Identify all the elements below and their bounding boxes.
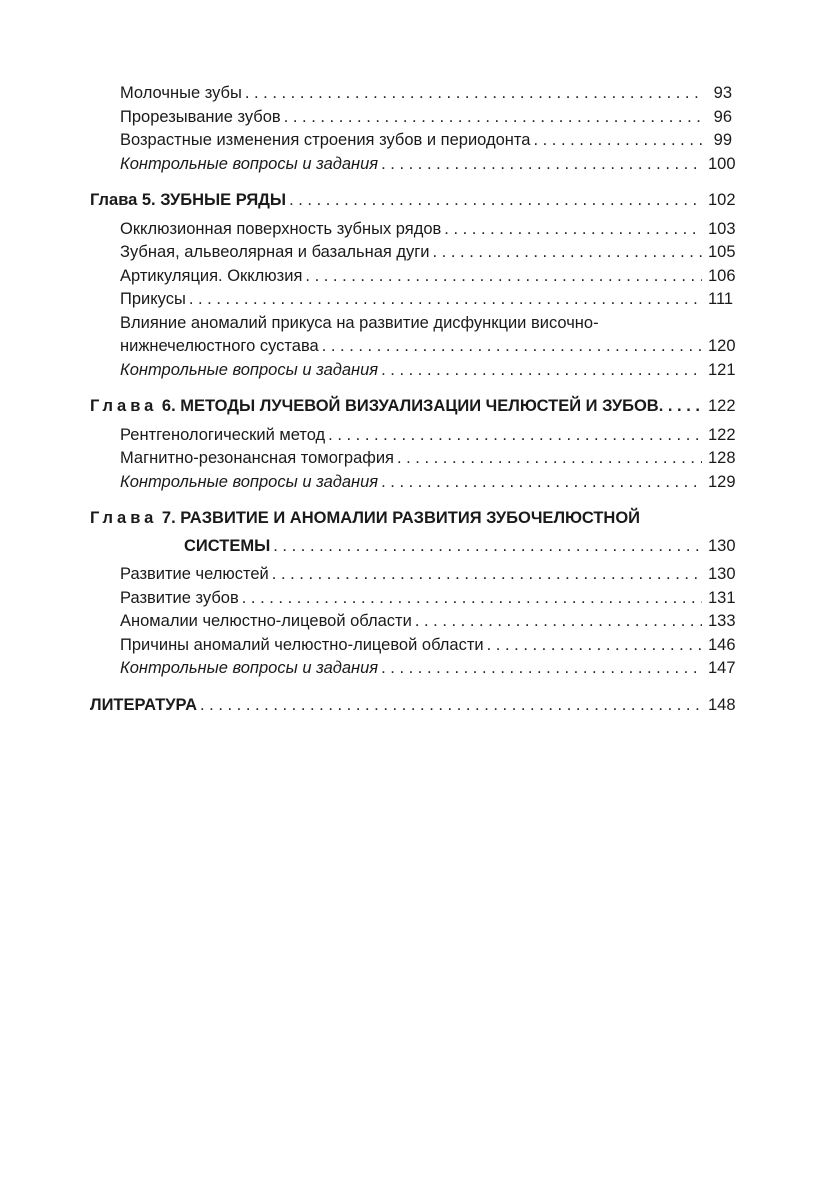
dot-leader <box>533 129 702 153</box>
toc-chapter-6[interactable] <box>90 395 736 419</box>
chapter-prefix: Глава <box>90 397 158 415</box>
toc-entry-page: 106 <box>708 266 736 285</box>
toc-entry-title: Развитие челюстей <box>120 565 269 583</box>
dot-leader <box>397 447 702 471</box>
toc-entry-page: 99 <box>713 131 732 149</box>
dot-leader <box>381 471 702 495</box>
dot-leader <box>289 189 702 213</box>
toc-entry[interactable] <box>90 563 736 587</box>
chapter-title: ЛИТЕРАТУРА <box>90 695 197 714</box>
toc-entry-page: 105 <box>708 243 736 261</box>
dot-leader <box>381 153 702 177</box>
toc-entry-title: Магнитно-резонансная томография <box>120 449 394 467</box>
toc-entry[interactable] <box>90 587 736 611</box>
toc-entry-control-questions[interactable] <box>90 657 736 681</box>
table-of-contents <box>90 82 736 717</box>
dot-leader <box>381 657 702 681</box>
toc-entry-title-line1[interactable]: Влияние аномалий прикуса на развитие дисфункции височно- <box>120 313 599 332</box>
dot-leader <box>328 424 702 448</box>
toc-entry[interactable] <box>90 634 736 658</box>
toc-entry-page: 129 <box>708 472 736 491</box>
toc-entry-title: Прикусы <box>120 290 186 308</box>
toc-entry-page: 122 <box>708 397 736 415</box>
toc-entry-control-questions[interactable] <box>90 471 736 495</box>
chapter-prefix: Глава 5. <box>90 191 156 209</box>
toc-entry-page: 103 <box>708 219 736 238</box>
dot-leader <box>272 563 702 587</box>
toc-entry-control-questions[interactable] <box>90 359 736 383</box>
toc-entry[interactable] <box>90 241 736 265</box>
chapter-number: 7. <box>161 509 176 527</box>
dot-leader <box>444 218 702 242</box>
chapter-prefix: Глава <box>90 509 158 527</box>
dot-leader <box>242 587 702 611</box>
toc-entry-page: 122 <box>708 425 736 444</box>
dot-leader <box>487 634 702 658</box>
toc-entry-title: Контрольные вопросы и задания <box>120 360 379 379</box>
toc-entry[interactable] <box>90 288 732 312</box>
toc-entry-title: Рентгенологический метод <box>120 425 326 444</box>
dot-leader <box>189 288 702 312</box>
toc-entry-title: Артикуляция. Окклюзия <box>120 266 303 285</box>
toc-entry-title: Возрастные изменения строения зубов и периодонта <box>120 131 531 149</box>
toc-entry[interactable] <box>90 447 736 471</box>
dot-leader <box>415 610 702 634</box>
toc-entry-page: 131 <box>708 588 736 607</box>
toc-entry-page: 133 <box>708 612 736 630</box>
dot-leader <box>284 106 702 130</box>
toc-entry-title: Контрольные вопросы и задания <box>120 154 379 173</box>
toc-entry-page: 100 <box>708 154 736 173</box>
toc-literature[interactable] <box>90 694 736 718</box>
chapter-title: МЕТОДЫ ЛУЧЕВОЙ ВИЗУАЛИЗАЦИИ ЧЕЛЮСТЕЙ И ЗУБОВ <box>180 397 659 415</box>
toc-entry-title: Развитие зубов <box>120 588 239 607</box>
chapter-heading <box>90 395 659 419</box>
toc-entry-page: 130 <box>708 565 736 583</box>
toc-chapter-7[interactable] <box>90 535 736 559</box>
toc-entry[interactable] <box>90 424 736 448</box>
chapter-heading <box>90 189 286 213</box>
dot-leader <box>322 335 702 359</box>
toc-entry-title: Контрольные вопросы и задания <box>120 472 379 491</box>
toc-entry-page: 93 <box>713 84 732 102</box>
toc-entry[interactable] <box>90 218 736 242</box>
dot-leader <box>659 395 705 419</box>
toc-entry-page: 96 <box>713 107 732 126</box>
toc-entry-page: 121 <box>708 360 736 379</box>
toc-entry-page: 146 <box>708 635 736 654</box>
dot-leader <box>305 265 702 289</box>
toc-entry-title: Контрольные вопросы и задания <box>120 659 379 677</box>
dot-leader <box>433 241 702 265</box>
toc-entry-page: 102 <box>708 191 736 209</box>
toc-entry[interactable] <box>90 610 736 634</box>
dot-leader <box>381 359 702 383</box>
toc-entry-page: 128 <box>708 449 736 467</box>
toc-entry-title: Прорезывание зубов <box>120 107 281 126</box>
toc-entry-page: 111 <box>708 290 734 308</box>
dot-leader <box>245 82 702 106</box>
toc-entry-title: Аномалии челюстно-лицевой области <box>120 612 412 630</box>
toc-entry[interactable] <box>90 129 732 153</box>
chapter-title-line2: СИСТЕМЫ <box>184 536 271 555</box>
toc-entry-title-line2: нижнечелюстного сустава <box>120 337 319 355</box>
toc-entry-page: 147 <box>708 659 736 677</box>
toc-entry[interactable] <box>90 335 736 359</box>
toc-entry-title: Причины аномалий челюстно-лицевой области <box>120 635 484 654</box>
toc-chapter-5[interactable] <box>90 189 736 213</box>
toc-entry-title: Молочные зубы <box>120 84 242 102</box>
chapter-title: РАЗВИТИЕ И АНОМАЛИИ РАЗВИТИЯ ЗУБОЧЕЛЮСТНОЙ <box>180 509 641 527</box>
chapter-title: ЗУБНЫЕ РЯДЫ <box>160 191 287 209</box>
toc-entry-page: 148 <box>708 695 736 714</box>
dot-leader <box>273 535 702 559</box>
toc-entry[interactable] <box>90 106 732 130</box>
toc-entry-page: 120 <box>708 337 736 355</box>
chapter-number: 6. <box>161 397 176 415</box>
toc-entry-title: Окклюзионная поверхность зубных рядов <box>120 219 442 238</box>
dot-leader <box>200 694 702 718</box>
toc-entry[interactable] <box>90 265 736 289</box>
toc-entry-page: 130 <box>708 536 736 555</box>
toc-entry[interactable] <box>90 82 732 106</box>
toc-entry-title: Зубная, альвеолярная и базальная дуги <box>120 243 430 261</box>
toc-chapter-7-line1[interactable] <box>90 507 732 531</box>
toc-entry-control-questions[interactable] <box>90 153 736 177</box>
